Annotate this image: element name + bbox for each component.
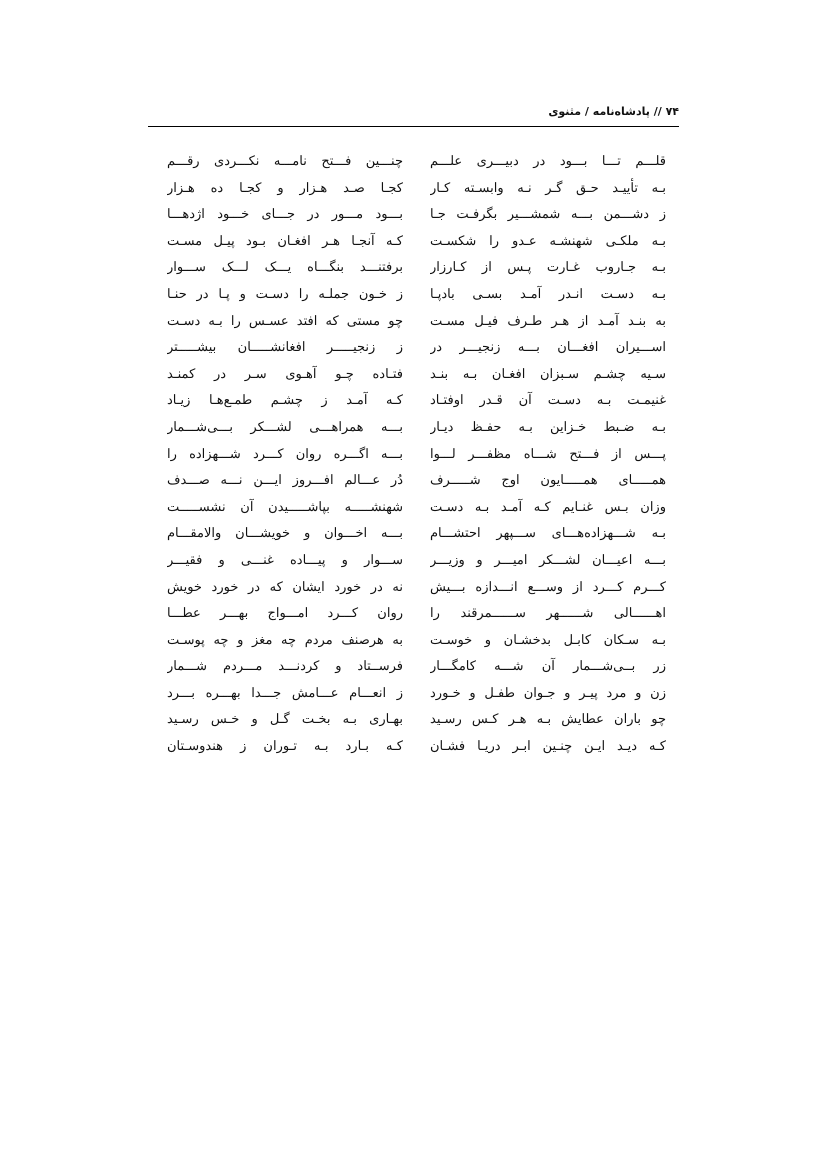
verse-line: وزان بـس غنـایم کـه آمـد بـه دسـت (430, 499, 666, 515)
verse-line: بـه ملکـی شهنشـه عـدو را شکسـت (430, 233, 666, 249)
verse-line: چو باران عطایش بـه هـر کـس رسـید (430, 712, 666, 728)
verse-line: بـــه اگـــره روان کـــرد شـــهزاده را (167, 446, 403, 462)
running-header: ۷۴ // پادشاه‌نامه / مثنوی (548, 105, 679, 118)
verse-line: بـه سـکان کابـل بدخشـان و خوسـت (430, 632, 666, 648)
verse-line: چنـــین فـــتح نامـــه نکـــردی رقـــم (167, 154, 403, 169)
verse-line: نه در خورد ایشان که در خورد خویش (167, 579, 403, 595)
verse-line: قلـــم تـــا بـــود در دبیـــری علـــم (430, 154, 666, 169)
verse-line: به هرصنف مردم چه مغز و چه پوسـت (167, 632, 403, 648)
verse-line: بـــه اخـــوان و خویشـــان والامقـــام (167, 526, 403, 542)
verse-line: دُر عـــالم افـــروز ایـــن نـــه صـــدف (167, 473, 403, 489)
verse-line: زن و مرد پیـر و جـوان طفـل و خـورد (430, 685, 666, 701)
verse-line: به بنـد آمـد از هـر طـرف فیـل مسـت (430, 313, 666, 329)
header-divider (148, 126, 679, 127)
verse-line: بـه دسـت انـدر آمـد بسـی بادپـا (430, 286, 666, 302)
verse-line: کجـا صـد هـزار و کجـا ده هـزار (167, 180, 403, 196)
verse-line: بـه جـاروب غـارت پـس از کـارزار (430, 260, 666, 276)
verse-line: ز دشـــمن بـــه شمشـــیر بگرفـت جـا (430, 207, 666, 223)
verse-line: کـه آمـد ز چشـم طمـع‌هـا زیـاد (167, 393, 403, 409)
verse-line: کـه آنجـا هـر افغـان بـود پیـل مسـت (167, 233, 403, 249)
verse-line: بـــه اعیـــان لشـــکر امیـــر و وزیـــر (430, 552, 666, 568)
verse-line: بهـاری بـه بخـت گـل و خـس رسـید (167, 712, 403, 728)
verse-line: ز زنجیـــــر افغانشـــــان بیشـــــتر (167, 340, 403, 356)
verse-line: بـه ضـبط خـزاین بـه حفـظ دیـار (430, 419, 666, 435)
verse-line: فرســتاد و کردنـــد مـــردم شـــمار (167, 659, 403, 675)
verse-line: غنیمـت بـه دسـت آن قـدر اوفتـاد (430, 393, 666, 409)
verse-line: بـــود مـــور در جـــای خـــود اژدهـــا (167, 207, 403, 223)
verse-line: بـه تأییـد حـق گـر نـه وابسـته کـار (430, 180, 666, 196)
verse-line: شهنشـــــه بپاشـــــیدن آن نشســـــت (167, 499, 403, 515)
verse-line: بـــه همراهـــی لشـــکر بـــی‌شـــمار (167, 419, 403, 435)
verse-line: زر بــی‌شـــمار آن شـــه کامگـــار (430, 659, 666, 675)
verse-line: برفتنـــد بنگـــاه یـــک لـــک ســـوار (167, 260, 403, 276)
verse-line: پـــس از فـــتح شـــاه مظفـــر لـــوا (430, 446, 666, 462)
verse-line: کـه دیـد ایـن چنـین ابـر دریـا فشـان (430, 739, 666, 755)
verse-line: ز خـون جملـه را دسـت و پـا در حنـا (167, 286, 403, 302)
verse-line: کـــرم کـــرد از وســـع انـــدازه بـــیش (430, 579, 666, 595)
verse-line: اســـیران افغـــان بـــه زنجیـــر در (430, 340, 666, 356)
verse-line: کـه بـارد بـه تـوران ز هندوسـتان (167, 739, 403, 755)
verse-line: بـه شـــهزاده‌هـــای ســـپهر احتشـــام (430, 526, 666, 542)
poem-column-right (430, 149, 666, 761)
verse-line: ســـوار و پیـــاده غنـــی و فقیـــر (167, 552, 403, 568)
verse-line: سـیه چشـم سـبزان افغـان بـه بنـد (430, 366, 666, 382)
verse-line: فتـاده چـو آهـوی سـر در کمنـد (167, 366, 403, 382)
verse-line: ز انعـــام عـــامش جـــدا بهـــره بـــرد (167, 685, 403, 701)
poem-column-left (167, 149, 403, 761)
verse-line: چو مستی که افتد عسـس را بـه دسـت (167, 313, 403, 329)
verse-line: روان کـــرد امـــواج بهـــر عطـــا (167, 606, 403, 622)
verse-line: همـــــای همـــــایون اوج شـــــرف (430, 473, 666, 489)
verse-line: اهــــــالی شــــــهر ســــــمرقند را (430, 606, 666, 622)
